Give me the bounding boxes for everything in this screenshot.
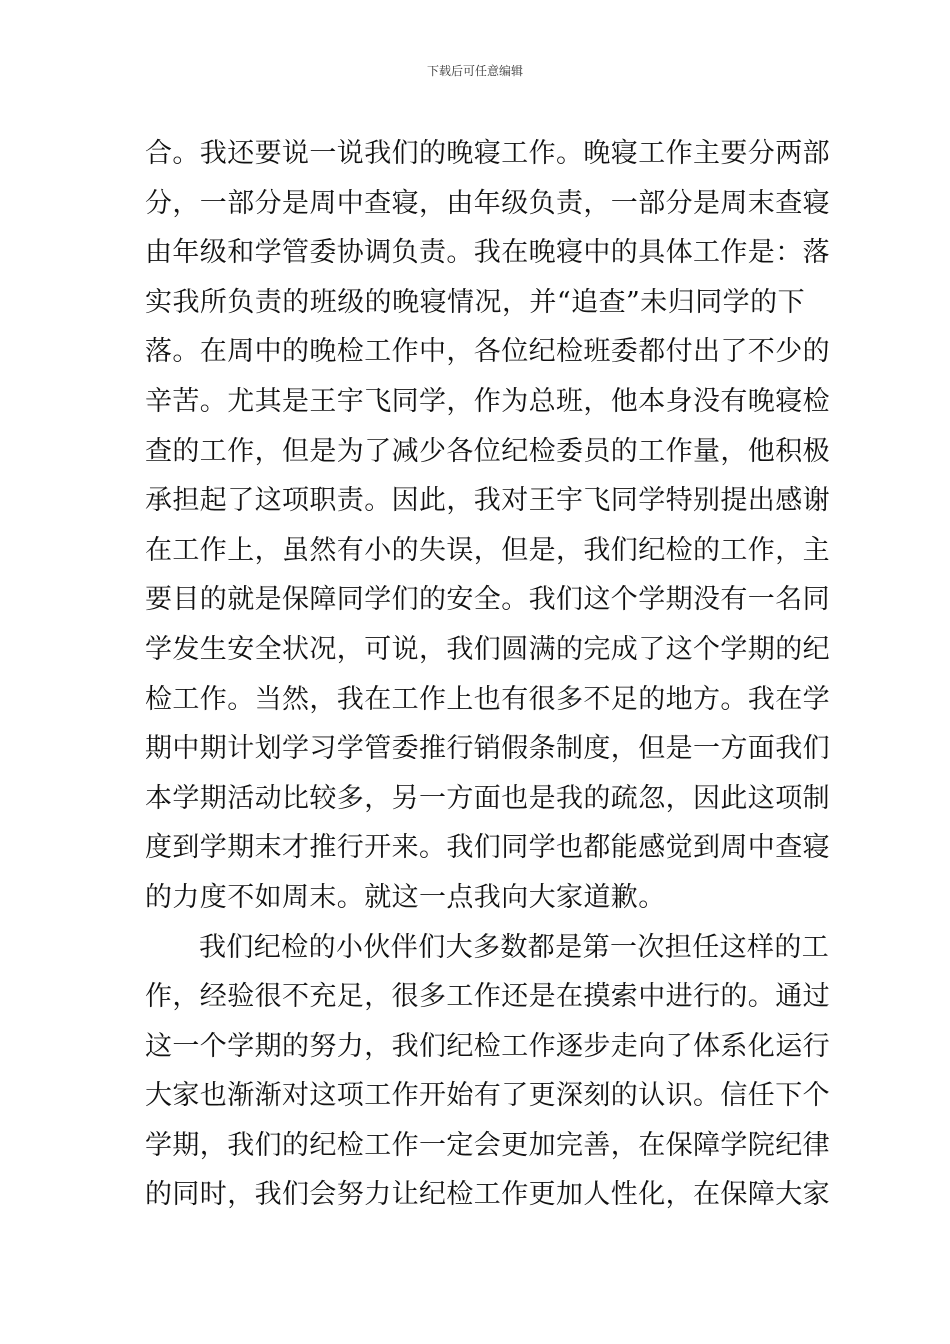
text-line: 查的工作，但是为了减少各位纪检委员的工作量，他积极 [145,435,830,467]
document-body [145,129,830,1220]
text-line: 度到学期末才推行开来。我们同学也都能感觉到周中查寝 [145,832,830,864]
text-line: 承担起了这项职责。因此，我对王宇飞同学特别提出感谢 [145,485,830,517]
text-line: 的力度不如周末。就这一点我向大家道歉。 [145,881,666,913]
text-line: 学发生安全状况，可说，我们圆满的完成了这个学期的纪 [145,633,830,665]
text-line: 由年级和学管委协调负责。我在晚寝中的具体工作是：落 [145,237,830,269]
text-line: 要目的就是保障同学们的安全。我们这个学期没有一名同 [145,584,830,616]
text-line: 学期，我们的纪检工作一定会更加完善，在保障学院纪律 [145,1129,830,1161]
text-line: 作，经验很不充足，很多工作还是在摸索中进行的。通过 [145,981,830,1013]
text-line: 落。在周中的晚检工作中，各位纪检班委都付出了不少的 [145,336,830,368]
text-line: 辛苦。尤其是王宇飞同学，作为总班，他本身没有晚寝检 [145,385,830,417]
text-line: 分，一部分是周中查寝，由年级负责，一部分是周末查寝 [145,187,830,219]
text-line: 我们纪检的小伙伴们大多数都是第一次担任这样的工 [199,931,830,963]
text-line: 在工作上，虽然有小的失误，但是，我们纪检的工作，主 [145,534,830,566]
text-line: 检工作。当然，我在工作上也有很多不足的地方。我在学 [145,683,830,715]
text-line: 实我所负责的班级的晚寝情况，并“追查”未归同学的下 [145,286,805,318]
text-line: 大家也渐渐对这项工作开始有了更深刻的认识。信任下个 [145,1080,830,1112]
text-line: 的同时，我们会努力让纪检工作更加人性化，在保障大家 [145,1179,830,1211]
page-header: 下载后可任意编辑 [426,64,523,78]
text-line: 合。我还要说一说我们的晚寝工作。晚寝工作主要分两部 [145,138,830,169]
text-line: 期中期计划学习学管委推行销假条制度，但是一方面我们 [145,733,830,765]
text-line: 本学期活动比较多，另一方面也是我的疏忽，因此这项制 [145,782,830,814]
text-line: 这一个学期的努力，我们纪检工作逐步走向了体系化运行 [145,1030,830,1062]
